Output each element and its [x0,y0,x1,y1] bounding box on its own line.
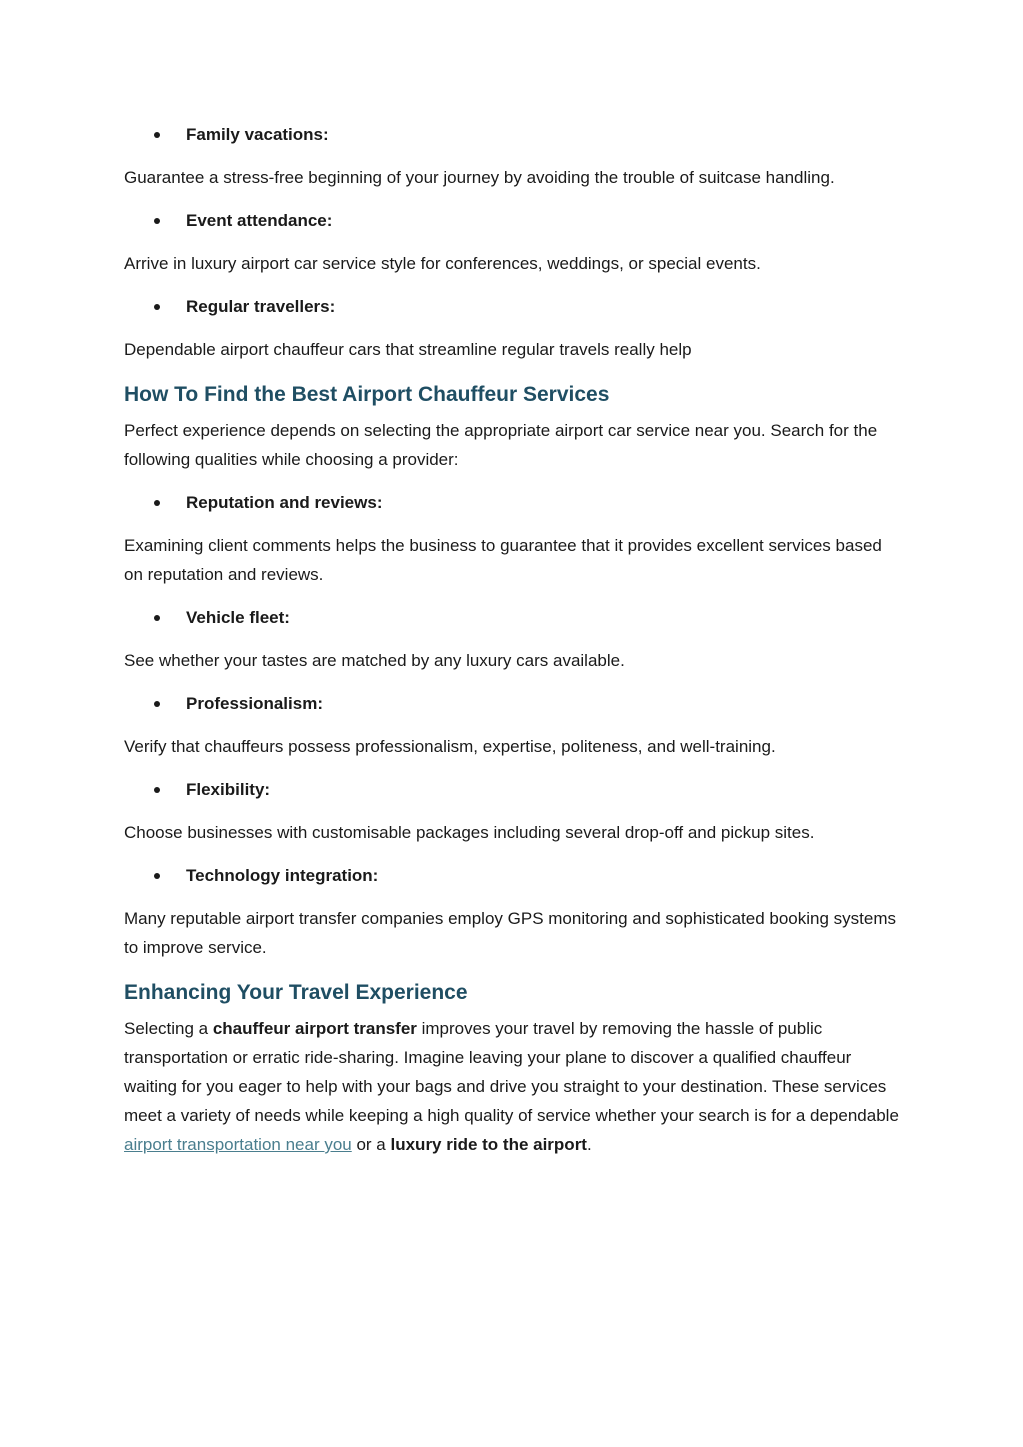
bullet-flexibility [124,775,900,804]
text-run: improves your travel by removing the hassle of public transportation or erratic ride-sharing. Imagine leaving your plane to discover a qualified chauffeur waiting for you eager to help with your bags and drive you straight to your destination. These services meet a variety of needs while keeping a high quality of service whether your search is for a dependable [124,1019,899,1125]
document-content [124,120,900,1173]
para-enhancing [124,1014,900,1159]
bullet-technology [124,861,900,890]
bullet-dot-icon [154,132,160,138]
text-run: Selecting a [124,1019,213,1038]
bullet-dot-icon [154,787,160,793]
bullet-dot-icon [154,304,160,310]
bullet-reputation [124,488,900,517]
bullet-label: Regular travellers: [186,297,336,316]
bullet-regular-travellers [124,292,900,321]
bold-keyword: luxury ride to the airport [390,1135,587,1154]
bullet-professionalism [124,689,900,718]
bullet-family-vacations [124,120,900,149]
text-run: or a [351,1135,391,1154]
heading-find-best: How To Find the Best Airport Chauffeur Services [124,383,610,406]
bullet-label: Technology integration: [186,866,379,885]
para-family-vacations: Guarantee a stress-free beginning of your journey by avoiding the trouble of suitcase handling. [124,168,835,187]
bold-keyword: chauffeur airport transfer [212,1019,417,1038]
bullet-label: Flexibility: [186,780,271,799]
text-run: . [586,1135,592,1154]
bullet-label: Vehicle fleet: [186,608,290,627]
bullet-dot-icon [154,218,160,224]
para-reputation: Examining client comments helps the business to guarantee that it provides excellent services based on reputation and reviews. [124,536,882,584]
heading-enhancing: Enhancing Your Travel Experience [124,981,468,1004]
airport-transportation-link[interactable]: airport transportation near you [124,1135,352,1154]
para-professionalism: Verify that chauffeurs possess professionalism, expertise, politeness, and well-training. [124,737,776,756]
bullet-dot-icon [154,500,160,506]
bullet-label: Family vacations: [186,125,329,144]
bullet-dot-icon [154,615,160,621]
bullet-vehicle-fleet [124,603,900,632]
bullet-dot-icon [154,701,160,707]
bullet-label: Reputation and reviews: [186,493,383,512]
bullet-label: Event attendance: [186,211,333,230]
para-vehicle-fleet: See whether your tastes are matched by any luxury cars available. [124,651,625,670]
para-regular-travellers: Dependable airport chauffeur cars that streamline regular travels really help [124,340,692,359]
bullet-label: Professionalism: [186,694,323,713]
para-find-best-intro: Perfect experience depends on selecting the appropriate airport car service near you. Search for the following qualities while choosing a provider: [124,421,878,469]
para-flexibility: Choose businesses with customisable packages including several drop-off and pickup sites. [124,823,815,842]
para-technology: Many reputable airport transfer companies employ GPS monitoring and sophisticated booking systems to improve service. [124,909,896,957]
bullet-dot-icon [154,873,160,879]
para-event-attendance: Arrive in luxury airport car service style for conferences, weddings, or special events. [124,254,761,273]
bullet-event-attendance [124,206,900,235]
